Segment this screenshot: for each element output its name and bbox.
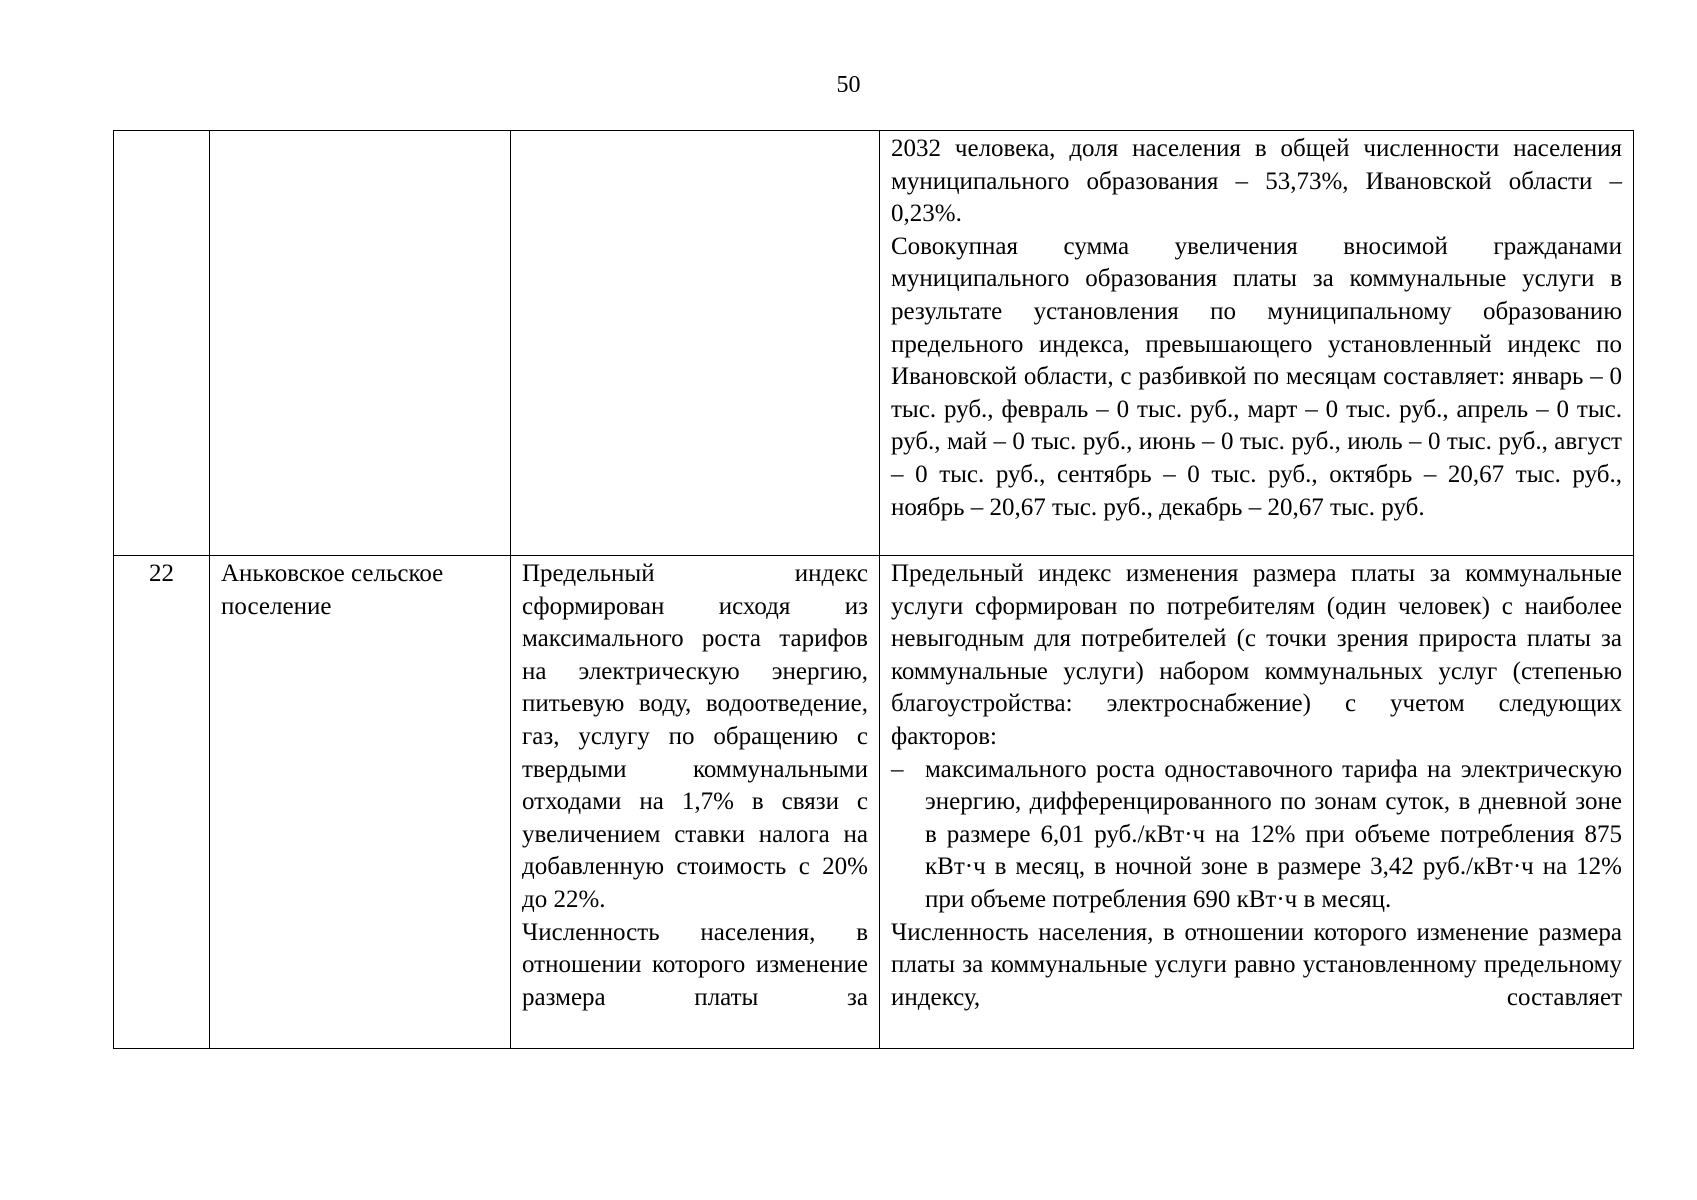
- dash-bullet: –: [891, 755, 904, 783]
- population-share-paragraph: 2032 человека, доля населения в общей численности населения муниципального образования – 53,73%, Ивановской области – 0,23%.: [891, 135, 1622, 228]
- cell-description: [880, 131, 1634, 556]
- payment-increase-paragraph: Совокупная сумма увеличения вносимой гражданами муниципального образования платы за коммунальные услуги в результате установления по муниципальному образованию предельного индекса, превышающего установленный индекс по Ивановской области, с разбивкой по месяцам составляет: январь – 0 тыс. руб., февраль – 0 тыс. руб., март – 0 тыс. руб., апрель – 0 тыс. руб., май – 0 тыс. руб., июнь – 0 тыс. руб., июль – 0 тыс. руб., август – 0 тыс. руб., сентябрь – 0 тыс. руб., октябрь – 20,67 тыс. руб., ноябрь – 20,67 тыс. руб., декабрь – 20,67 тыс. руб.: [891, 232, 1622, 521]
- settlement-name: Аньковское сельское поселение: [210, 556, 511, 1049]
- cell-description: [880, 556, 1634, 1049]
- cell-number-empty: [114, 131, 210, 556]
- table-row-continuation: [114, 131, 1634, 556]
- row-number: 22: [114, 556, 210, 1049]
- factor-list: [891, 754, 1622, 917]
- index-basis-paragraph: Предельный индекс сформирован исходя из максимального роста тарифов на электрическую энергию, питьевую воду, водоотведение, газ, услугу по обращению с твердыми коммунальными отходами на 1,7% в связи с увеличением ставки налога на добавленную стоимость с 20% до 22%.: [522, 560, 868, 913]
- cell-basis-empty: [511, 131, 880, 556]
- list-item: [891, 754, 1622, 917]
- table-row-22: [114, 556, 1634, 1049]
- municipal-index-table: [113, 130, 1634, 1049]
- factor-text: максимального роста одноставочного тарифа на электрическую энергию, дифференцированного по зонам суток, в дневной зоне в размере 6,01 руб./кВт·ч на 12% при объеме потребления 875 кВт·ч в месяц, в ночной зоне в размере 3,42 руб./кВт·ч на 12% при объеме потребления 690 кВт·ч в месяц.: [925, 755, 1622, 913]
- cell-name-empty: [210, 131, 511, 556]
- description-intro: Предельный индекс изменения размера платы за коммунальные услуги сформирован по потребителям (один человек) с наиболее невыгодным для потребителей (с точки зрения прироста платы за коммунальные услуги) набором коммунальных услуг (степенью благоустройства: электроснабжение) с учетом следующих факторов:: [891, 560, 1622, 750]
- description-tail: Численность населения, в отношении которого изменение размера платы за коммунальные услуги равно установленному предельному индексу, составляет: [891, 918, 1622, 1011]
- page-number: 50: [836, 72, 861, 98]
- cell-basis: [511, 556, 880, 1049]
- population-basis-paragraph: Численность населения, в отношении которого изменение размера платы за: [522, 918, 868, 1011]
